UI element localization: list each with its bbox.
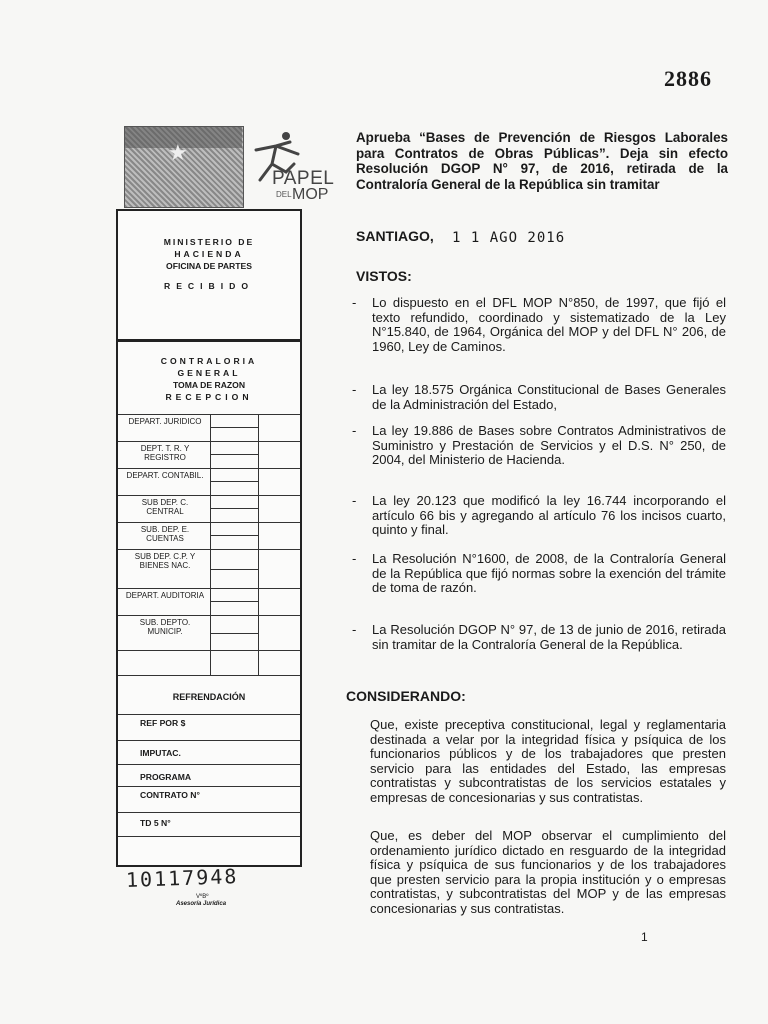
dash-bullet: - (352, 551, 357, 566)
list-item (352, 552, 726, 596)
stamp-line: TOMA DE RAZON (172, 380, 246, 390)
field-label: REF POR $ (140, 718, 186, 728)
date-stamp: 1 1 AGO 2016 (452, 230, 566, 246)
dash-bullet: - (352, 423, 357, 438)
logo-del: DEL (276, 190, 292, 199)
list-item-text: La ley 19.886 de Bases sobre Contratos Administrativos de Suministro y Prestación de Servicios y el D.S. N° 250, de 2004, del Ministerio de Hacienda. (372, 423, 726, 467)
list-item (352, 494, 726, 538)
considerando-paragraph: Que, existe preceptiva constitucional, legal y reglamentaria destinada a velar por la integridad física y psíquica de los funcionarios públicos y de los trabajadores que presten servicio para las entidades del Estado, las empresas contratistas y subcontratistas de los servicios estatales y empresas de concesionarias y sus contratistas. (370, 717, 726, 805)
handwritten-number: 10117948 (125, 864, 239, 892)
document-title (356, 130, 728, 192)
dash-bullet: - (352, 622, 357, 637)
list-item (352, 383, 726, 412)
department-label: SUB DEP. C.P. Y BIENES NAC. (134, 552, 196, 570)
considerando-paragraph: Que, es deber del MOP observar el cumplimiento del ordenamiento jurídico dictado en resguardo de la integridad física y psíquica de sus funcionarios y de los trabajadores que presten servicio para la propia institución y o empresas contratistas, y subcontratistas del MOP y de las empresas concesionarias y sus contratistas. (370, 828, 726, 916)
list-item-text: La Resolución N°1600, de 2008, de la Contraloría General de la República que fijó normas sobre la exención del trámite de toma de razón. (372, 551, 726, 595)
department-label: DEPART. JURIDICO (128, 417, 202, 426)
table-row (118, 414, 300, 441)
dash-bullet: - (352, 295, 357, 310)
table-row (118, 468, 300, 495)
stamp-line: GENERAL (177, 368, 241, 378)
vistos-heading: VISTOS: (356, 268, 412, 284)
document-number: 2886 (664, 66, 712, 91)
department-label: SUB DEP. C. CENTRAL (141, 498, 189, 516)
table-row (118, 495, 300, 522)
department-label: DEPART. AUDITORIA (125, 591, 205, 600)
list-item (352, 424, 726, 468)
contraloria-stamp (116, 340, 302, 867)
list-item (352, 623, 726, 652)
logo-mop: MOP (292, 186, 329, 203)
field-label: TD 5 N° (140, 818, 171, 828)
table-row (118, 549, 300, 588)
list-item-text: La Resolución DGOP N° 97, de 13 de junio de 2016, retirada sin tramitar de la Contraloría General de la República. (372, 622, 726, 652)
stamp-line: RECEPCION (165, 392, 253, 402)
table-row (118, 441, 300, 468)
page-number: 1 (641, 930, 648, 944)
dash-bullet: - (352, 493, 357, 508)
department-label: SUB. DEP. E. CUENTAS (140, 525, 190, 543)
stamp-line: MINISTERIO DE (163, 237, 255, 247)
field-label: CONTRATO N° (140, 790, 200, 800)
seal-star-icon: ★ (168, 140, 188, 165)
vb-mark: VºBº (196, 894, 209, 900)
department-label: DEPT. T. R. Y REGISTRO (140, 444, 190, 462)
list-item-text: Lo dispuesto en el DFL MOP N°850, de 1997, que fijó el texto refundido, coordinado y sistematizado de la Ley N°15.840, de 1964, Orgánica del MOP y del DFL N° 206, de 1960, Ley de Caminos. (372, 295, 726, 354)
table-row (118, 588, 300, 615)
refrendacion-label: REFRENDACIÓN (172, 692, 246, 702)
santiago-label: SANTIAGO, (356, 228, 434, 244)
table-row (118, 522, 300, 549)
title-text: Aprueba “Bases de Prevención de Riesgos Laborales para Contratos de Obras Públicas”. Deja sin efecto Resolución DGOP N° 97, de 2016, retirada de la Contraloría General de la República sin tramitar (356, 130, 728, 192)
field-label: IMPUTAC. (140, 748, 181, 758)
hacienda-stamp (116, 209, 302, 341)
list-item-text: La ley 20.123 que modificó la ley 16.744 incorporando el artículo 66 bis y agregando al artículo 76 los incisos cuarto, quinto y final. (372, 493, 726, 537)
table-row (118, 615, 300, 650)
department-grid (118, 414, 300, 676)
field-label: PROGRAMA (140, 772, 192, 782)
list-item (352, 296, 726, 354)
list-item-text: La ley 18.575 Orgánica Constitucional de Bases Generales de la Administración del Estado, (372, 382, 726, 412)
department-label: DEPART. CONTABIL. (126, 471, 204, 480)
stamp-line: CONTRALORIA (160, 356, 258, 366)
vb-subtitle: Asesoría Jurídica (176, 901, 227, 907)
table-row (118, 650, 300, 676)
considerando-heading: CONSIDERANDO: (346, 688, 466, 704)
stamp-line: HACIENDA (174, 249, 244, 259)
stamp-line: RECIBIDO (163, 281, 255, 291)
stamp-line: OFICINA DE PARTES (166, 261, 252, 271)
dash-bullet: - (352, 382, 357, 397)
logo-papel: PAPEL (272, 168, 335, 189)
department-label: SUB. DEPTO. MUNICIP. (139, 618, 191, 636)
